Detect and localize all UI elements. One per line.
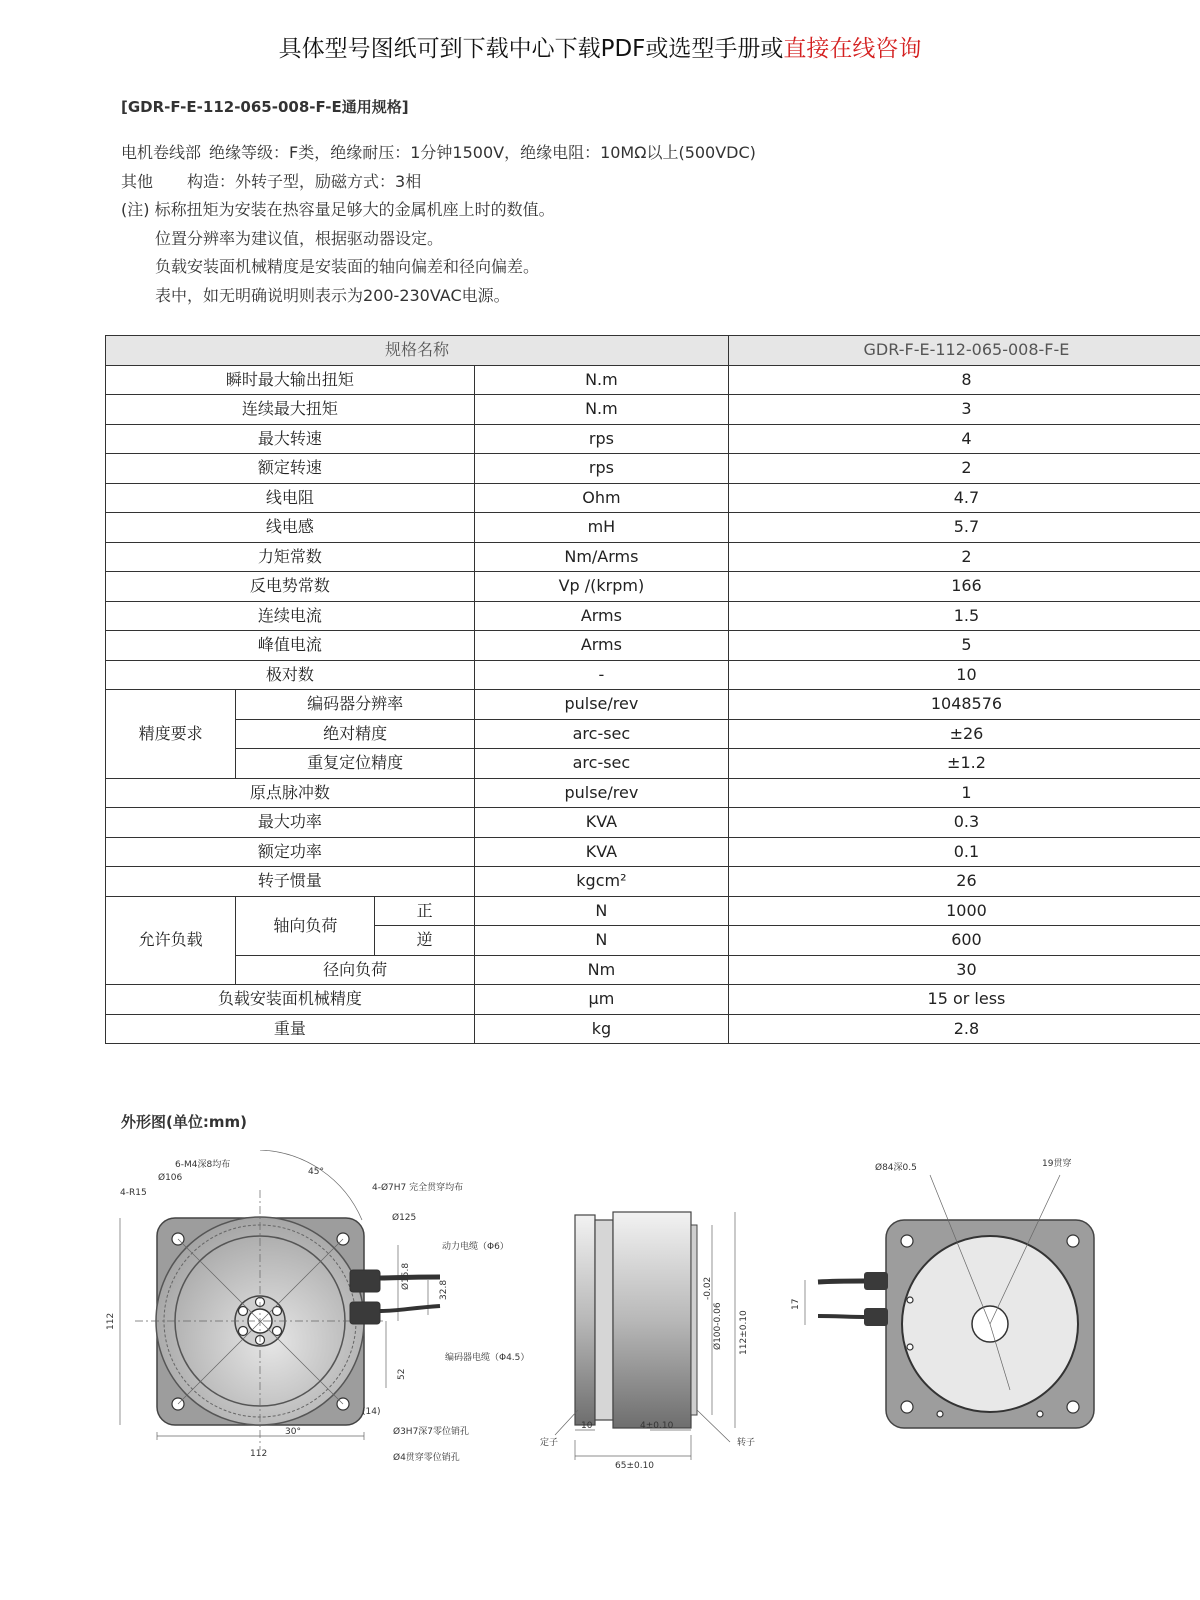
- spec-table: [105, 335, 1200, 1044]
- table-row: 负载安装面机械精度 μm 15 or less: [106, 985, 1200, 1015]
- table-row: 额定功率 KVA 0.1: [106, 837, 1200, 867]
- label-r15: 4-R15: [120, 1188, 147, 1198]
- note-other: 构造：外转子型，励磁方式：3相: [187, 171, 422, 191]
- table-row: 重量 kg 2.8: [106, 1014, 1200, 1044]
- side-view: [540, 1212, 755, 1471]
- header-name: 规格名称: [106, 336, 729, 366]
- label-d84: Ø84深0.5: [875, 1163, 917, 1173]
- table-row: 峰值电流 Arms 5: [106, 631, 1200, 661]
- table-row: 线电感 mH 5.7: [106, 513, 1200, 543]
- label-19: 19贯穿: [1042, 1159, 1072, 1169]
- front-view: [106, 1150, 529, 1463]
- banner: [0, 30, 1200, 63]
- label-w112: 112: [250, 1449, 268, 1459]
- label-pin2: Ø4贯穿零位销孔: [393, 1453, 460, 1463]
- label-45deg: 45°: [308, 1167, 324, 1177]
- table-row: 反电势常数 Vp /(krpm) 166: [106, 572, 1200, 602]
- table-row: 精度要求 编码器分辨率 pulse/rev 1048576: [106, 690, 1200, 720]
- table-row: 径向负荷 Nm 30: [106, 955, 1200, 985]
- note-remark-2: 位置分辨率为建议值，根据驱动器设定。: [155, 228, 444, 248]
- label-encoder-cable: 编码器电缆（Φ4.5）: [445, 1353, 530, 1363]
- label-d125: Ø125: [392, 1213, 417, 1223]
- table-row: 连续电流 Arms 1.5: [106, 601, 1200, 631]
- table-row: 原点脉冲数 pulse/rev 1: [106, 778, 1200, 808]
- label-4: 4±0.10: [640, 1421, 674, 1431]
- note-label-other: 其他: [121, 171, 154, 191]
- note-label-remark: (注): [121, 200, 150, 219]
- table-row: 额定转速 rps 2: [106, 454, 1200, 484]
- note-remark-3: 负载安装面机械精度是安装面的轴向偏差和径向偏差。: [155, 257, 540, 276]
- table-row: 力矩常数 Nm/Arms 2: [106, 542, 1200, 572]
- label-65: 65±0.10: [615, 1461, 655, 1471]
- side-stator-flange: [575, 1215, 595, 1425]
- label-14: (14): [362, 1407, 381, 1417]
- table-row: 逆 N 600: [106, 926, 1200, 956]
- label-m4: 6-M4深8均布: [175, 1160, 231, 1170]
- label-holes: 4-Ø7H7 完全贯穿均布: [372, 1183, 464, 1193]
- side-rotor-body: [613, 1212, 691, 1428]
- label-power-cable: 动力电缆（Φ6）: [442, 1242, 509, 1252]
- label-52: 52: [397, 1368, 407, 1380]
- outline-title: 外形图(单位:mm): [121, 1113, 247, 1131]
- header-model: GDR-F-E-112-065-008-F-E: [728, 336, 1200, 366]
- label-17: 17: [791, 1298, 801, 1310]
- note-label-winding: 电机卷线部: [121, 143, 202, 162]
- table-row: 转子惯量 kgcm² 26: [106, 867, 1200, 897]
- note-remark-4: 表中，如无明确说明则表示为200-230VAC电源。: [155, 285, 510, 305]
- load-group: 允许负载: [106, 896, 236, 985]
- table-row: 线电阻 Ohm 4.7: [106, 483, 1200, 513]
- label-d106: Ø106: [158, 1173, 183, 1183]
- axial-load: 轴向负荷: [236, 896, 375, 955]
- label-h112-side: 112±0.10: [739, 1310, 749, 1355]
- table-row: 极对数 - 10: [106, 660, 1200, 690]
- table-row: 重复定位精度 arc-sec ±1.2: [106, 749, 1200, 779]
- label-stator: 定子: [540, 1438, 559, 1448]
- label-10: 10: [581, 1421, 593, 1431]
- online-consult-link[interactable]: 直接在线咨询: [783, 36, 922, 62]
- label-rotor: 转子: [737, 1438, 756, 1448]
- table-row: 最大功率 KVA 0.3: [106, 808, 1200, 838]
- banner-text: 具体型号图纸可到下载中心下载PDF或选型手册或: [278, 36, 784, 62]
- note-winding: 绝缘等级：F类，绝缘耐压：1分钟1500V，绝缘电阻：10MΩ以上(500VDC): [209, 143, 756, 162]
- label-h112: 112: [106, 1312, 116, 1330]
- label-30deg: 30°: [285, 1427, 301, 1437]
- label-328: 32.8: [439, 1279, 449, 1300]
- label-d100: Ø100-0.06: [713, 1302, 723, 1350]
- table-row: 最大转速 rps 4: [106, 424, 1200, 454]
- label-d158: Ø15.8: [401, 1262, 411, 1290]
- note-remark-1: 标称扭矩为安装在热容量足够大的金属机座上时的数值。: [154, 200, 555, 219]
- label-tol: -0.02: [703, 1276, 713, 1300]
- table-row: 允许负载 轴向负荷 正 N 1000: [106, 896, 1200, 926]
- outline-drawings: [0, 1150, 1200, 1530]
- table-header: [106, 336, 1200, 366]
- table-row: 绝对精度 arc-sec ±26: [106, 719, 1200, 749]
- precision-group: 精度要求: [106, 690, 236, 779]
- table-row: 连续最大扭矩 N.m 3: [106, 395, 1200, 425]
- notes: [121, 139, 756, 310]
- label-pin1: Ø3H7深7零位销孔: [393, 1427, 470, 1437]
- spec-title: [GDR-F-E-112-065-008-F-E通用规格]: [121, 98, 409, 116]
- rear-view: [791, 1157, 1094, 1428]
- rear-cables: [818, 1272, 888, 1326]
- table-row: 瞬时最大输出扭矩 N.m 8: [106, 365, 1200, 395]
